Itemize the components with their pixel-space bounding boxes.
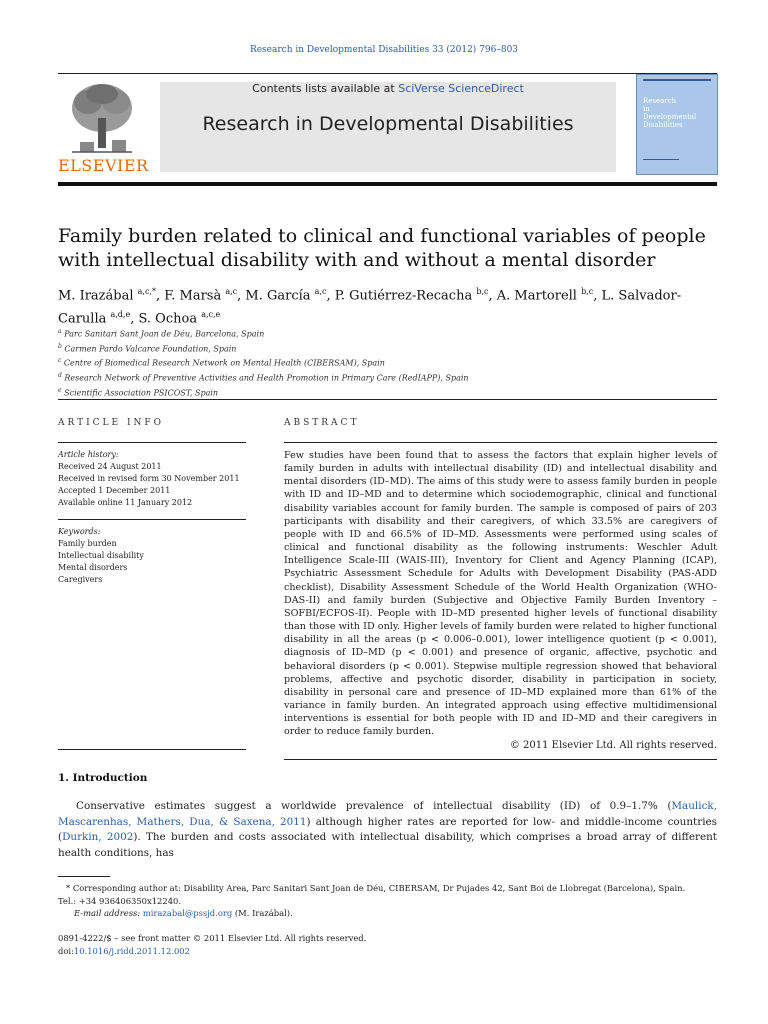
keyword-item: Intellectual disability (58, 551, 144, 560)
author-name[interactable]: L. Salvador-Carulla (58, 288, 682, 327)
history-item: Accepted 1 December 2011 (58, 486, 171, 495)
elsevier-logo (58, 80, 149, 176)
abstract-bottom-rule (284, 759, 717, 760)
email-label: E-mail address: (74, 908, 143, 918)
abstract-body: Few studies have been found that to assess the factors that explain higher levels of family burden in adults with intellectual disability (ID) and intellectual disability and mental disorders (ID–MD). The aims of this study were to assess family burden in people with ID and ID–MD and to determine which sociodemographic, clinical and functional disability variables account for family burden. The sample is composed of pairs of 203 participants with disability and their caregivers, of which 33.5% are caregivers of people with ID and 66.5% of ID–MD. Assessments were performed using scales of clinical and functional disability as the following instruments: Weschler Adult Intelligence Scale-III (WAIS-III), Inventory for Client and Agency Planning (ICAP), Psychiatric Assessment Schedule for Adults with Development Disability (PAS-ADD checklist), Disability Assessment Schedule of the World Health Organization (WHO-DAS-II) and family burden (Subjective and Objective Family Burden Inventory – SOFBI/ECFOS-II). People with ID–MD presented higher levels of functional disability than those with ID only. Higher levels of family burden were related to higher functional disability in all the areas (p < 0.006–0.001), lower intelligence quotient (p < 0.001), diagnosis of ID–MD (p < 0.001) and presence of organic, affective, psychotic and behavioral disorders (p < 0.001). Stepwise multiple regression showed that behavioral problems, affective and psychotic disorder, disability in participation in society, disability in personal care and presence of ID–MD explained more than 61% of the variance in family burden. An integrated approach using effective multidimensional interventions is essential for both people with ID and ID–MD and their caregivers in order to reduce family burden. (284, 450, 717, 738)
journal-title[interactable]: Research in Developmental Disabilities (202, 113, 574, 135)
cover-title: Research in Developmental Disabilities (643, 97, 697, 129)
header-thick-rule (58, 182, 717, 186)
author-name[interactable]: S. Ochoa (138, 311, 202, 327)
footnote-phone: Tel.: +34 936406350x12240. (58, 895, 182, 906)
author-name[interactable]: P. Gutiérrez-Recacha (334, 288, 477, 304)
author-name[interactable]: M. García (245, 288, 315, 304)
article-info (58, 418, 246, 750)
intro-text-b: ) although higher rates are reported for low- and middle-income countries ( (58, 815, 718, 843)
journal-reference[interactable]: Research in Developmental Disabilities 33 (2012) 796–803 (249, 45, 519, 55)
keywords-rule (58, 519, 246, 520)
keyword-item: Caregivers (58, 575, 103, 584)
publisher-name: ELSEVIER (58, 156, 149, 175)
footnote-corresponding: * Corresponding author at: Disability Area, Parc Sanitari Sant Joan de Déu, CIBERSAM, Dr Pujades 42, Sant Boi de Llobregat (Barcelona), Spain. (66, 883, 686, 893)
info-bottom-rule (58, 749, 246, 750)
keyword-item: Mental disorders (58, 563, 128, 572)
article-info-heading: ARTICLE INFO (58, 418, 165, 428)
keywords-list (58, 538, 246, 586)
affiliation: $^e$ Scientific Association PSICOST, Spain (58, 386, 219, 398)
history-item: Available online 11 January 2012 (58, 498, 193, 507)
intro-text-a: Conservative estimates suggest a worldwide prevalence of intellectual disability (ID) of 0.9–1.7% ( (76, 800, 672, 812)
intro-paragraph (58, 799, 717, 861)
cover-bar (643, 79, 711, 81)
copyright: © 2011 Elsevier Ltd. All rights reserved. (509, 740, 717, 752)
author-affiliation-marks: a,d,e (110, 310, 131, 320)
cover-stripe (643, 159, 679, 160)
author-affiliation-marks: b,c (476, 287, 489, 296)
header-rule (58, 73, 717, 74)
sciencedirect-link[interactable]: SciVerse ScienceDirect (398, 82, 524, 95)
affiliation-list (58, 326, 723, 399)
section-rule (58, 399, 717, 400)
author-name[interactable]: F. Marsà (164, 288, 226, 304)
email-link[interactable]: mirazabal@pssjd.org (142, 908, 233, 918)
author-name[interactable]: A. Martorell (496, 288, 582, 304)
footnote-rule (58, 876, 110, 877)
contents-line (160, 82, 616, 95)
journal-cover[interactable] (636, 74, 718, 175)
intro-heading: 1. Introduction (58, 772, 148, 784)
author-affiliation-marks: b,c (581, 287, 594, 296)
abstract-rule (284, 442, 717, 443)
affiliation: $^a$ Parc Sanitari Sant Joan de Déu, Barcelona, Spain (58, 328, 265, 339)
issn-line: 0891-4222/$ – see front matter © 2011 Elsevier Ltd. All rights reserved. (58, 933, 367, 943)
history-item: Received in revised form 30 November 2011 (58, 474, 240, 483)
doi-link[interactable]: 10.1016/j.ridd.2011.12.002 (73, 945, 190, 956)
author-affiliation-marks: a,c (225, 287, 238, 296)
author-affiliation-marks: a,c,e (201, 310, 221, 320)
contents-prefix: Contents lists available at (252, 82, 399, 95)
doi-label: doi: (58, 945, 74, 956)
citation-durkin[interactable]: Durkin, 2002 (62, 831, 134, 843)
author-list: M. Irazábal $^{a,c,*}$, F. Marsà $^{a,c}$, M. García $^{a,c}$, P. Gutiérrez-Recacha $^{b,c}$, A. Martorell $^{b,c}$, L. Salvador-Carulla $^{a,d,e}$, S. Ochoa $^{a,c,e}$ (58, 287, 682, 327)
intro-text-c: ). The burden and costs associated with intellectual disability, which comprises a broad array of different health conditions, has (58, 831, 717, 859)
abstract-heading: ABSTRACT (284, 418, 360, 428)
abstract (284, 418, 717, 760)
affiliation: $^d$ Research Network of Preventive Activities and Health Promotion in Primary Care (RedIAPP), Spain (58, 371, 469, 383)
history-item: Received 24 August 2011 (58, 462, 162, 471)
history-list (58, 461, 246, 509)
info-rule (58, 442, 246, 443)
keyword-item: Family burden (58, 539, 117, 548)
author-name[interactable]: M. Irazábal (58, 288, 138, 304)
author-affiliation-marks: a,c,* (137, 287, 156, 296)
author-affiliation-marks: a,c (314, 287, 327, 296)
article-title: Family burden related to clinical and functional variables of people with intellectual disability with and without a mental disorder (58, 225, 706, 271)
citation-maulick[interactable]: Maulick, Mascarenhas, Mathers, Dua, & Saxena, 2011 (58, 800, 717, 828)
footnote (58, 882, 717, 920)
history-label: Article history: (58, 450, 119, 459)
elsevier-tree-icon (66, 80, 138, 154)
affiliation: $^c$ Centre of Biomedical Research Network on Mental Health (CIBERSAM), Spain (58, 357, 385, 368)
keywords-label: Keywords: (58, 527, 101, 536)
affiliation: $^b$ Carmen Pardo Valcarce Foundation, Spain (58, 342, 237, 354)
article-meta (58, 932, 458, 957)
email-suffix: (M. Irazábal). (232, 908, 293, 918)
